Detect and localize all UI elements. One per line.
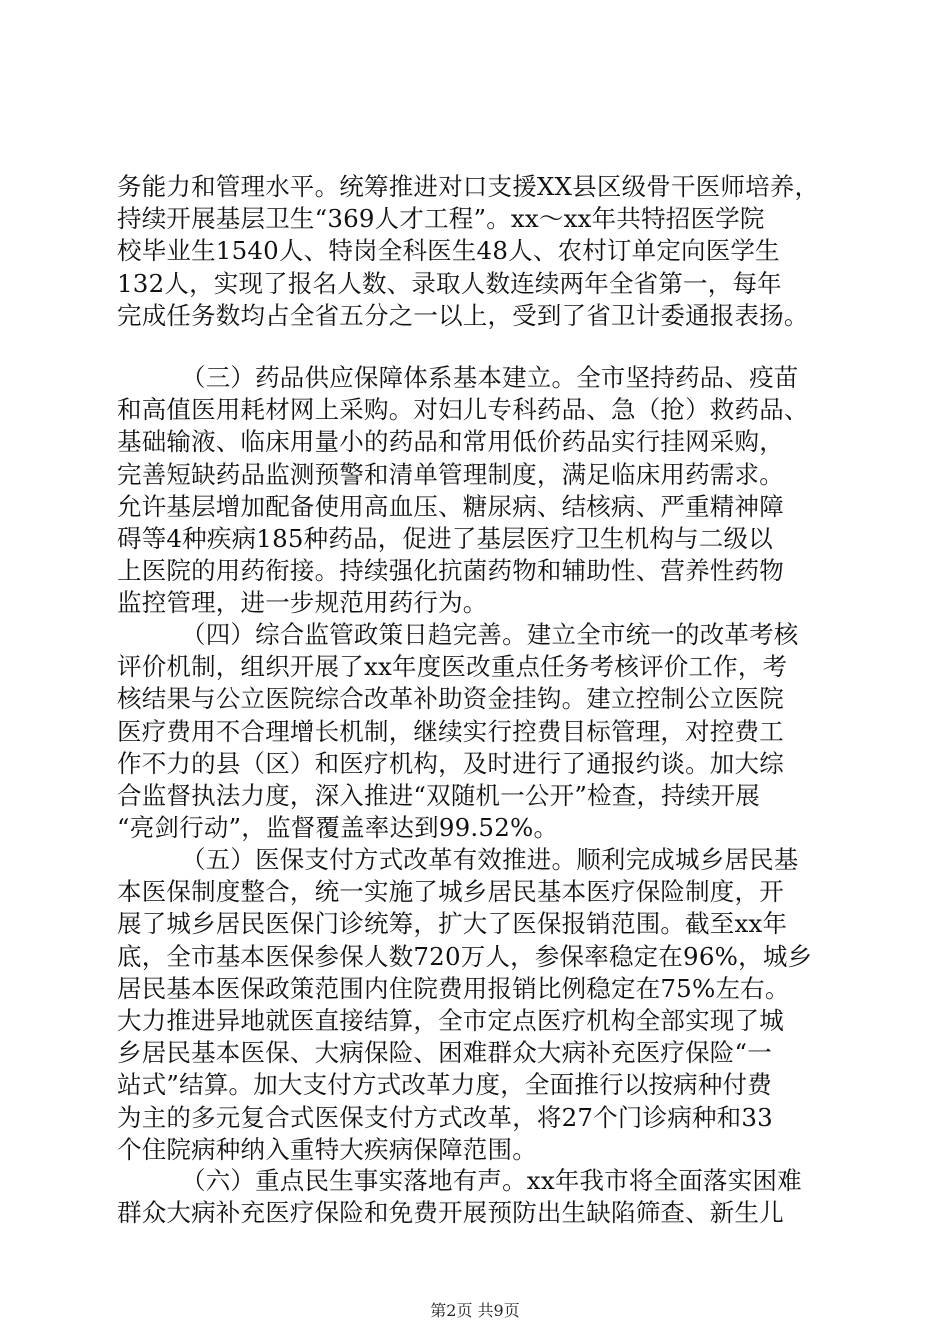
- paragraph-line: 持续开展基层卫生“369人才工程”。xx～xx年共特招医学院: [117, 204, 765, 234]
- paragraph-line: 医疗费用不合理增长机制，继续实行控费目标管理，对控费工: [117, 716, 784, 746]
- paragraph-line: 居民基本医保政策范围内住院费用报销比例稳定在75%左右。: [117, 973, 790, 1003]
- section-6-paragraph: [117, 1165, 839, 1229]
- section-5-paragraph: [117, 844, 839, 1166]
- paragraph-line: 个住院病种纳入重特大疾病保障范围。: [117, 1134, 537, 1164]
- paragraph-line: 群众大病补充医疗保险和免费开展预防出生缺陷筛查、新生儿: [117, 1198, 784, 1228]
- paragraph-line: 完成任务数均占全省五分之一以上，受到了省卫计委通报表扬。: [117, 300, 809, 330]
- paragraph-line: 完善短缺药品监测预警和清单管理制度，满足临床用药需求。: [117, 459, 784, 489]
- paragraph-line: 核结果与公立医院综合改革补助资金挂钩。建立控制公立医院: [117, 684, 784, 714]
- paragraph-line: 碍等4种疾病185种药品，促进了基层医疗卫生机构与二级以: [117, 523, 773, 553]
- section-heading-line: （六）重点民生事实落地有声。xx年我市将全面落实困难: [181, 1166, 802, 1195]
- paragraph-line: 本医保制度整合，统一实施了城乡居民基本医疗保险制度，开: [117, 877, 784, 907]
- paragraph-line: 展了城乡居民医保门诊统筹，扩大了医保报销范围。截至xx年: [117, 909, 788, 939]
- section-4-paragraph: [117, 619, 839, 844]
- page-number-footer: 第2页 共9页: [430, 1301, 520, 1320]
- paragraph-line: 允许基层增加配备使用高血压、糖尿病、结核病、严重精神障: [117, 491, 784, 521]
- section-3-paragraph: [117, 362, 839, 620]
- paragraph-line: 为主的多元复合式医保支付方式改革，将27个门诊病种和33: [117, 1102, 773, 1132]
- paragraph-line: 作不力的县（区）和医疗机构，及时进行了通报约谈。加大综: [117, 748, 784, 778]
- paragraph-line: 132人，实现了报名人数、录取人数连续两年全省第一，每年: [117, 268, 782, 298]
- paragraph-line: 站式”结算。加大支付方式改革力度，全面推行以按病种付费: [117, 1070, 772, 1100]
- paragraph-line: 大力推进异地就医直接结算，全市定点医疗机构全部实现了城: [117, 1005, 784, 1035]
- paragraph-line: 校毕业生1540人、特岗全科医生48人、农村订单定向医学生: [117, 236, 780, 266]
- paragraph-line: 评价机制，组织开展了xx年度医改重点任务考核评价工作，考: [117, 652, 788, 682]
- section-heading-line: （三）药品供应保障体系基本建立。全市坚持药品、疫苗: [181, 363, 799, 392]
- paragraph-line: “亮剑行动”，监督覆盖率达到99.52%。: [117, 813, 559, 843]
- top-paragraph: [117, 171, 839, 332]
- paragraph-line: 底，全市基本医保参保人数720万人，参保率稳定在96%，城乡: [117, 941, 813, 971]
- paragraph-line: 和高值医用耗材网上采购。对妇儿专科药品、急（抢）救药品、: [117, 395, 809, 425]
- section-heading-line: （四）综合监管政策日趋完善。建立全市统一的改革考核: [181, 620, 799, 649]
- paragraph-line: 乡居民基本医保、大病保险、困难群众大病补充医疗保险“一: [117, 1038, 772, 1068]
- section-heading-line: （五）医保支付方式改革有效推进。顺利完成城乡居民基: [181, 845, 799, 874]
- paragraph-line: 务能力和管理水平。统筹推进对口支援XX县区级骨干医师培养，: [117, 172, 820, 201]
- paragraph-line: 合监督执法力度，深入推进“双随机一公开”检查，持续开展: [117, 780, 760, 810]
- paragraph-line: 监控管理，进一步规范用药行为。: [117, 588, 488, 618]
- paragraph-line: 基础输液、临床用量小的药品和常用低价药品实行挂网采购，: [117, 427, 784, 457]
- paragraph-line: 上医院的用药衔接。持续强化抗菌药物和辅助性、营养性药物: [117, 556, 784, 586]
